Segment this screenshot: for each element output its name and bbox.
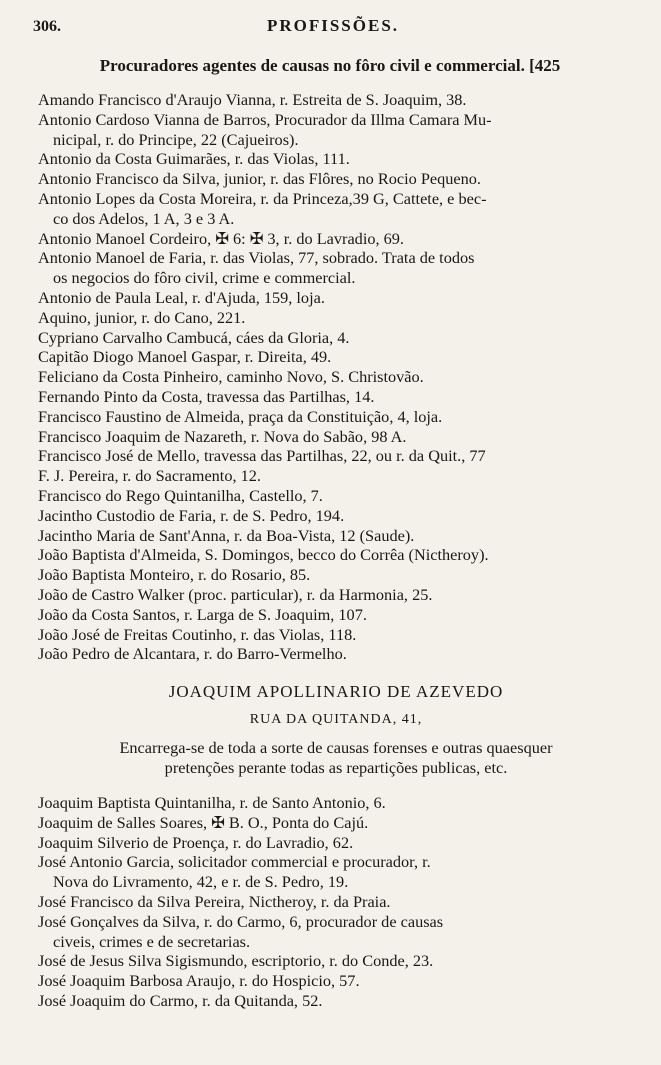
entry-line: Amando Francisco d'Araujo Vianna, r. Estreita de S. Joaquim, 38. [38, 90, 467, 109]
entry-line: Francisco Joaquim de Nazareth, r. Nova do Sabão, 98 A. [38, 426, 407, 446]
directory-entry [38, 387, 634, 407]
directory-entry [38, 991, 634, 1011]
entry-line: Capitão Diogo Manoel Gaspar, r. Direita, 49. [38, 347, 332, 367]
directory-entry [38, 466, 634, 486]
advertisement-name: JOAQUIM APOLLINARIO DE AZEVEDO [168, 682, 504, 701]
entry-line: João José de Freitas Coutinho, r. das Violas, 118. [38, 624, 357, 644]
entry-line: João Pedro de Alcantara, r. do Barro-Vermelho. [38, 644, 347, 664]
entry-continuation-line: civeis, crimes e de secretarias. [53, 931, 251, 951]
entry-line: João de Castro Walker (proc. particular), r. da Harmonia, 25. [38, 584, 433, 604]
directory-entry [38, 526, 634, 546]
entry-line: Feliciano da Costa Pinheiro, caminho Novo, S. Christovão. [38, 367, 424, 387]
directory-entry [38, 288, 634, 308]
advertisement-text-line: pretenções perante todas as repartições publicas, etc. [164, 758, 508, 777]
directory-entry [38, 605, 634, 625]
directory-entry [38, 169, 634, 189]
entry-line: José de Jesus Silva Sigismundo, escriptorio, r. do Conde, 23. [38, 951, 434, 971]
entry-line: Francisco José de Mello, travessa das Partilhas, 22, ou r. da Quit., 77 [38, 446, 486, 466]
directory-entry [38, 407, 634, 427]
entry-line: Antonio Lopes da Costa Moreira, r. da Princeza,39 G, Cattete, e bec- [38, 188, 487, 208]
entry-line: Fernando Pinto da Costa, travessa das Partilhas, 14. [38, 386, 375, 406]
entry-line: João Baptista Monteiro, r. do Rosario, 85. [38, 565, 311, 585]
entry-line: João Baptista d'Almeida, S. Domingos, becco do Corrêa (Nictheroy). [38, 545, 489, 565]
entry-line: Cypriano Carvalho Cambucá, cáes da Gloria, 4. [38, 327, 350, 347]
entry-line: João da Costa Santos, r. Larga de S. Joaquim, 107. [38, 604, 367, 624]
entry-list-part1 [38, 90, 634, 664]
entry-continuation-line: Nova do Livramento, 42, e r. de S. Pedro, 19. [53, 872, 349, 892]
entry-line: Francisco Faustino de Almeida, praça da Constituição, 4, loja. [38, 406, 443, 426]
entry-continuation-line: os negocios do fôro civil, crime e commercial. [53, 268, 356, 288]
entry-line: Antonio da Costa Guimarães, r. das Violas, 111. [38, 149, 350, 169]
directory-entry [38, 912, 634, 952]
advertisement-text-line: Encarrega-se de toda a sorte de causas forenses e outras quaesquer [119, 738, 553, 757]
directory-entry [38, 446, 634, 466]
entry-line: Antonio Manoel Cordeiro, ✠ 6: ✠ 3, r. do Lavradio, 69. [38, 228, 404, 248]
section-heading: Procuradores agentes de causas no fôro civil e commercial. [425 [99, 56, 561, 75]
entry-list-part2 [38, 793, 634, 1011]
directory-entry [38, 892, 634, 912]
directory-entry [38, 328, 634, 348]
directory-entry [38, 625, 634, 645]
directory-entry [38, 585, 634, 605]
running-title: PROFISSÕES. [266, 16, 400, 35]
directory-entry [38, 189, 634, 229]
entry-line: José Francisco da Silva Pereira, Nictheroy, r. da Praia. [38, 891, 391, 911]
directory-entry [38, 90, 634, 110]
directory-entry [38, 545, 634, 565]
directory-entry [38, 793, 634, 813]
directory-entry [38, 229, 634, 249]
advertisement-text [38, 738, 634, 778]
directory-entry [38, 644, 634, 664]
entry-line: Aquino, junior, r. do Cano, 221. [38, 307, 246, 327]
entry-line: Joaquim Baptista Quintanilha, r. de Santo Antonio, 6. [38, 793, 386, 812]
entry-line: José Gonçalves da Silva, r. do Carmo, 6, procurador de causas [38, 911, 444, 931]
directory-entry [38, 971, 634, 991]
entry-continuation-line: co dos Adelos, 1 A, 3 e 3 A. [53, 208, 235, 228]
entry-line: Antonio de Paula Leal, r. d'Ajuda, 159, loja. [38, 287, 325, 307]
page-header [33, 16, 633, 42]
directory-entry [38, 367, 634, 387]
page-number: 306. [33, 18, 61, 35]
directory-entry [38, 813, 634, 833]
directory-entry [38, 110, 634, 150]
directory-entry [38, 506, 634, 526]
entry-line: José Joaquim Barbosa Araujo, r. do Hospicio, 57. [38, 971, 360, 991]
entry-line: Francisco do Rego Quintanilha, Castello, 7. [38, 485, 323, 505]
directory-entry [38, 486, 634, 506]
directory-entry [38, 951, 634, 971]
entry-line: Antonio Francisco da Silva, junior, r. das Flôres, no Rocio Pequeno. [38, 169, 481, 189]
entry-line: Joaquim de Salles Soares, ✠ B. O., Ponta do Cajú. [38, 812, 369, 832]
directory-entry [38, 852, 634, 892]
entry-continuation-line: nicipal, r. do Principe, 22 (Cajueiros). [53, 129, 299, 149]
directory-entry [38, 833, 634, 853]
directory-entry [38, 308, 634, 328]
directory-entry [38, 149, 634, 169]
entry-line: Jacintho Custodio de Faria, r. de S. Pedro, 194. [38, 505, 345, 525]
entry-line: José Joaquim do Carmo, r. da Quitanda, 52. [38, 990, 323, 1010]
entry-line: F. J. Pereira, r. do Sacramento, 12. [38, 466, 261, 486]
entry-line: Antonio Cardoso Vianna de Barros, Procurador da Illma Camara Mu- [38, 109, 492, 129]
advertisement-address: RUA DA QUITANDA, 41, [249, 712, 423, 727]
directory-entry [38, 427, 634, 447]
entry-line: Joaquim Silverio de Proença, r. do Lavradio, 62. [38, 832, 354, 852]
entry-line: José Antonio Garcia, solicitador commercial e procurador, r. [38, 852, 431, 872]
directory-entry [38, 248, 634, 288]
entry-line: Jacintho Maria de Sant'Anna, r. da Boa-Vista, 12 (Saude). [38, 525, 415, 545]
entry-line: Antonio Manoel de Faria, r. das Violas, 77, sobrado. Trata de todos [38, 248, 475, 268]
directory-entry [38, 565, 634, 585]
directory-entry [38, 347, 634, 367]
